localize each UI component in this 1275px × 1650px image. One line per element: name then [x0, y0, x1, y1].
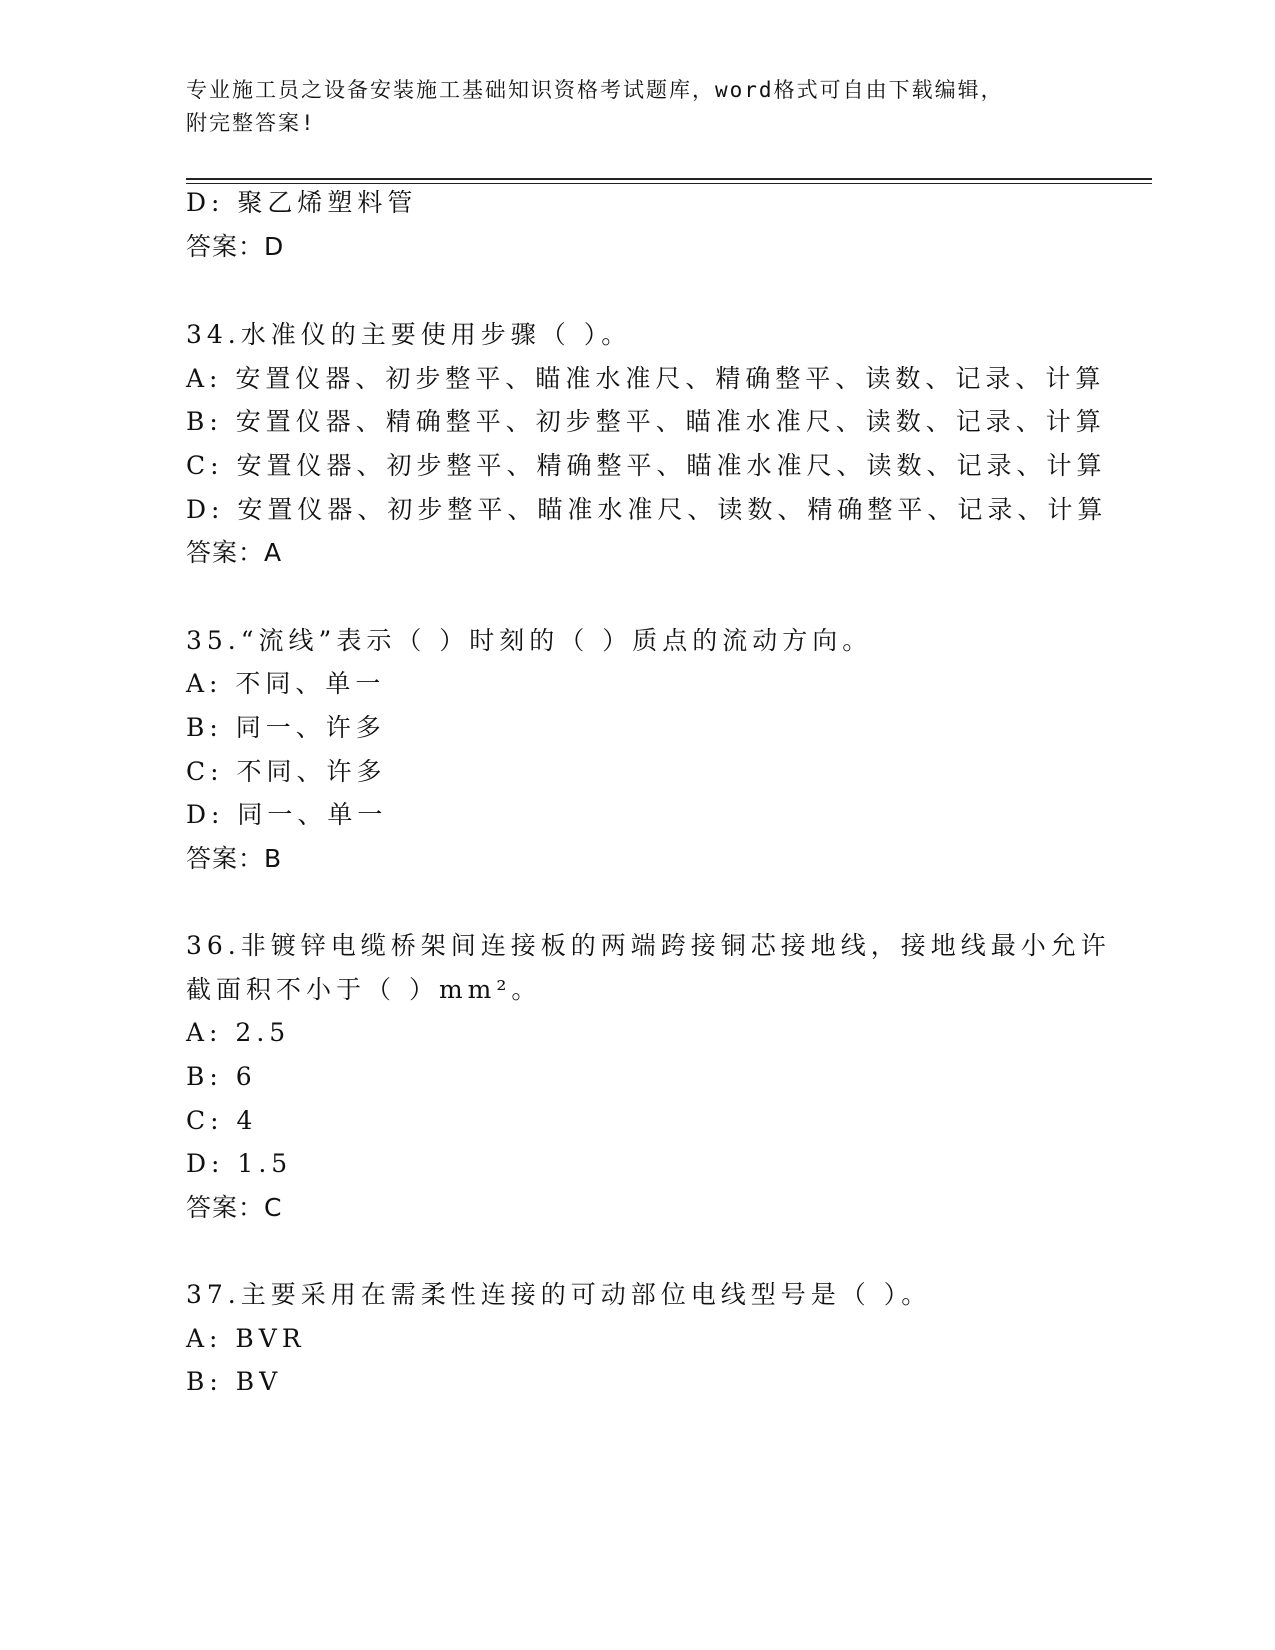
q36-question-line-1: 36.非镀锌电缆桥架间连接板的两端跨接铜芯接地线，接地线最小允许 — [186, 931, 1111, 960]
header-line-2: 附完整答案! — [186, 111, 316, 135]
q36-question-line-2: 截面积不小于（ ）mm²。 — [186, 975, 542, 1004]
q36-option-c: C: 4 — [186, 1106, 258, 1135]
q34-question: 34.水准仪的主要使用步骤（ ）。 — [186, 320, 632, 349]
header-divider-thick — [186, 178, 1152, 180]
q37-option-b: B: BV — [186, 1367, 283, 1396]
q35-answer: 答案：B — [186, 844, 283, 873]
header-divider-thin — [186, 183, 1152, 184]
q36-answer: 答案：C — [186, 1193, 283, 1222]
q34-option-d: D: 安置仪器、初步整平、瞄准水准尺、读数、精确整平、记录、计算 — [186, 495, 1108, 524]
q34-option-b: B: 安置仪器、精确整平、初步整平、瞄准水准尺、读数、记录、计算 — [186, 407, 1106, 436]
q34-answer: 答案：A — [186, 538, 283, 567]
q36-option-d: D: 1.5 — [186, 1149, 293, 1178]
q35-option-c: C: 不同、许多 — [186, 757, 387, 786]
q35-option-a: A: 不同、单一 — [186, 669, 386, 698]
q34-option-c: C: 安置仪器、初步整平、精确整平、瞄准水准尺、读数、记录、计算 — [186, 451, 1107, 480]
q33-answer: 答案：D — [186, 232, 285, 261]
q33-option-d: D: 聚乙烯塑料管 — [186, 188, 418, 217]
document-header — [186, 74, 1086, 140]
q36-option-a: A: 2.5 — [186, 1018, 291, 1047]
q37-option-a: A: BVR — [186, 1324, 306, 1353]
q35-option-b: B: 同一、许多 — [186, 713, 386, 742]
q36-option-b: B: 6 — [186, 1062, 257, 1091]
q35-question: 35.“流线”表示（ ）时刻的（ ）质点的流动方向。 — [186, 626, 873, 655]
header-line-1: 专业施工员之设备安装施工基础知识资格考试题库，word格式可自由下载编辑， — [186, 78, 1004, 102]
q35-option-d: D: 同一、单一 — [186, 800, 388, 829]
q37-question: 37.主要采用在需柔性连接的可动部位电线型号是（ ）。 — [186, 1280, 932, 1309]
q34-option-a: A: 安置仪器、初步整平、瞄准水准尺、精确整平、读数、记录、计算 — [186, 364, 1106, 393]
